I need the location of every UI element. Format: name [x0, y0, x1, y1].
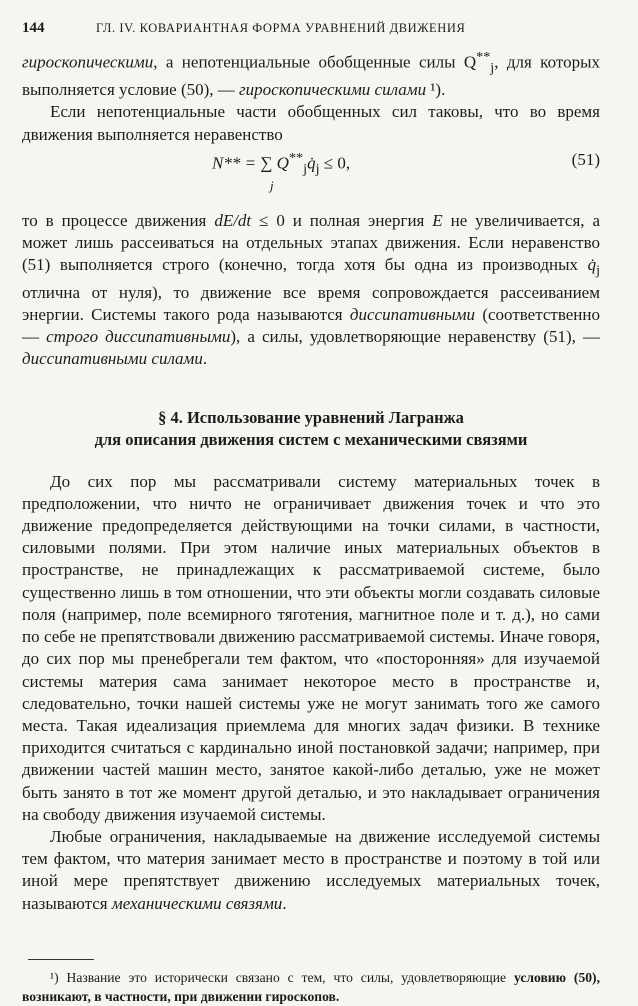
paragraph-gyroscopic: гироскопическими, а непотенциальные обобщенные силы $Q^{**}_j$, для которых выполняется условие (50), — гироскопическими силами ¹). [22, 49, 600, 100]
term-gyroscopic-forces: гироскопическими силами [239, 80, 427, 100]
formula-expression: N** = ∑ $Q^{**}_jq̇_j \le 0$, [212, 149, 351, 177]
term-dissipative-forces: диссипативными силами [22, 349, 203, 369]
page-header [22, 20, 600, 46]
page-number: 144 [22, 20, 45, 36]
section-heading-line2: для описания движения систем с механическими связями [94, 429, 528, 449]
paragraph-mechanical-constraints: Любые ограничения, накладываемые на движение исследуемой системы тем фактом, что материя занимает место в пространстве и поэтому в той или иной мере препятствует движению исследуемых материальных точек, называются механическими связями. [22, 826, 600, 913]
paragraph-material-points: До сих пор мы рассматривали систему материальных точек в предположении, что ничто не ограничивает движения точек и что это движение предопределяется действующими на точки силами, в частности, силовыми полями. При этом наличие иных материальных объектов в пространстве, не принадлежащих к рассматриваемой системе, было существенно лишь в том отношении, что эти объекты могли создавать силовые поля (например, поле всемирного тяготения, магнитное поле и т. д.), но сами по себе не препятствовали движению рассматриваемой системы. Иначе говоря, до сих пор мы пренебрегали тем фактом, что «посторонняя» для изучаемой системы материя сама занимает некоторое место в пространстве и, следовательно, точки нашей системы уже не могут занимать того же самого места. Такая идеализация приемлема для многих задач физики. В технике приходится считаться с кардинально иной постановкой задачи; например, при движении частей машин место, занятое какой-либо деталью, уже не может быть занято в тот же момент другой деталью, и это накладывает ограничения на свободу движения изучаемой системы. [22, 471, 600, 824]
equation-number: (51) [571, 149, 600, 169]
term-gyroscopic: гироскопическими [22, 52, 154, 72]
paragraph-inequality-intro: Если непотенциальные части обобщенных сил таковы, что во время движения выполняется неравенство [22, 102, 600, 144]
paragraph-dissipative: то в процессе движения dE/dt ≤ 0 и полная энергия E не увеличивается, а может лишь рассеиваться на отдельных этапах движения. Если неравенство (51) выполняется строго (конечно, тогда хотя бы одна из производных $q̇_j$ отлична от нуля), то движение все время сопровождается рассеиванием энергии. Системы такого рода называются диссипативными (соответственно — строго диссипативными), а силы, удовлетворяющие неравенству (51), — диссипативными силами. [22, 210, 600, 369]
term-strictly-dissipative: строго диссипативными [46, 327, 231, 347]
section-heading-line1: § 4. Использование уравнений Лагранжа [158, 407, 464, 427]
book-page [22, 20, 600, 1006]
sum-index: j [270, 177, 274, 193]
running-head: ГЛ. IV. КОВАРИАНТНАЯ ФОРМА УРАВНЕНИЙ ДВИЖЕНИЯ [96, 21, 466, 35]
formula-51 [22, 148, 600, 210]
section-heading [22, 407, 600, 451]
footnote: ¹) Название это исторически связано с тем, что силы, удовлетворяющие условию (50), возникают, в частности, при движении гироскопов. [22, 969, 600, 1004]
term-dissipative: диссипативными [349, 305, 476, 325]
term-mechanical-constraints: механическими связями [111, 893, 283, 913]
footnote-ref: ¹). [426, 80, 446, 100]
footnote-divider [28, 959, 94, 960]
